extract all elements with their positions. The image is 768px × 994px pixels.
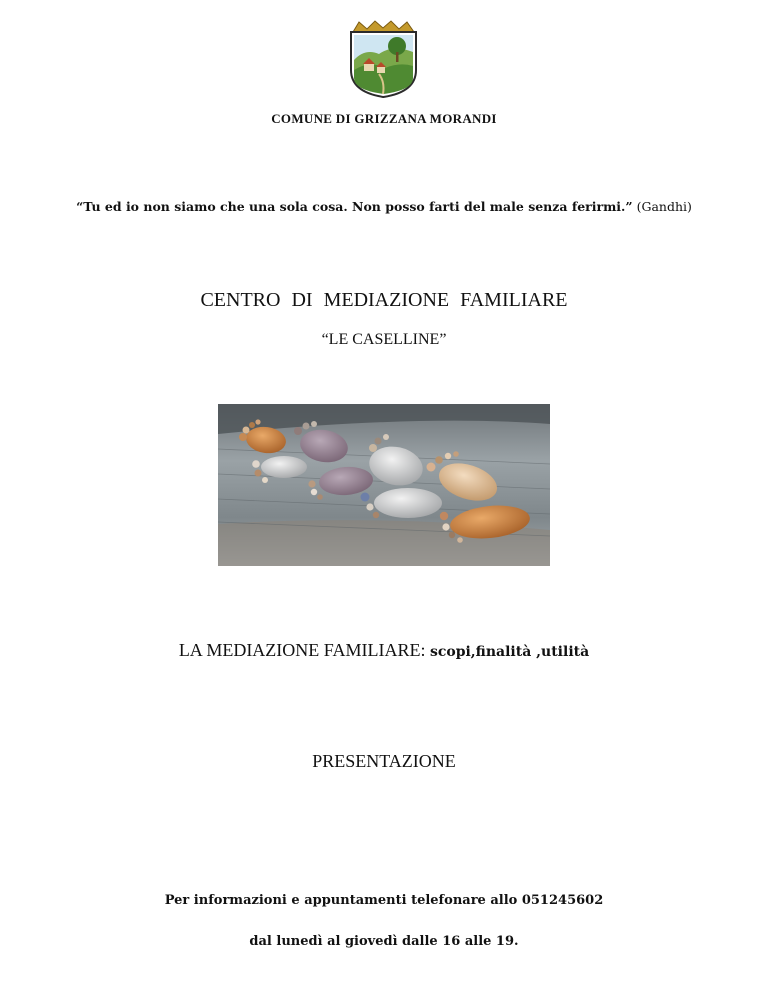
center-title: CENTRO DI MEDIAZIONE FAMILIARE bbox=[200, 289, 568, 311]
contact-info: Per informazioni e appuntamenti telefonare allo 051245602 bbox=[164, 893, 604, 908]
footprints-stones-photo bbox=[218, 404, 550, 566]
section-heading: PRESENTAZIONE bbox=[312, 751, 456, 771]
subject-heading bbox=[0, 640, 768, 661]
epigraph bbox=[0, 199, 768, 214]
subject-main: LA MEDIAZIONE FAMILIARE: bbox=[178, 640, 426, 660]
quote-text: “Tu ed io non siamo che una sola cosa. Non posso farti del male senza ferirmi.” bbox=[76, 199, 633, 214]
subject-details: scopi,finalità ,utilità bbox=[429, 644, 590, 660]
quote-attribution: (Gandhi) bbox=[636, 199, 692, 214]
center-name: “LE CASELLINE” bbox=[321, 331, 447, 348]
coat-of-arms-logo bbox=[345, 20, 422, 98]
contact-hours: dal lunedì al giovedì dalle 16 alle 19. bbox=[249, 934, 519, 949]
municipality-name: COMUNE DI GRIZZANA MORANDI bbox=[271, 111, 497, 126]
